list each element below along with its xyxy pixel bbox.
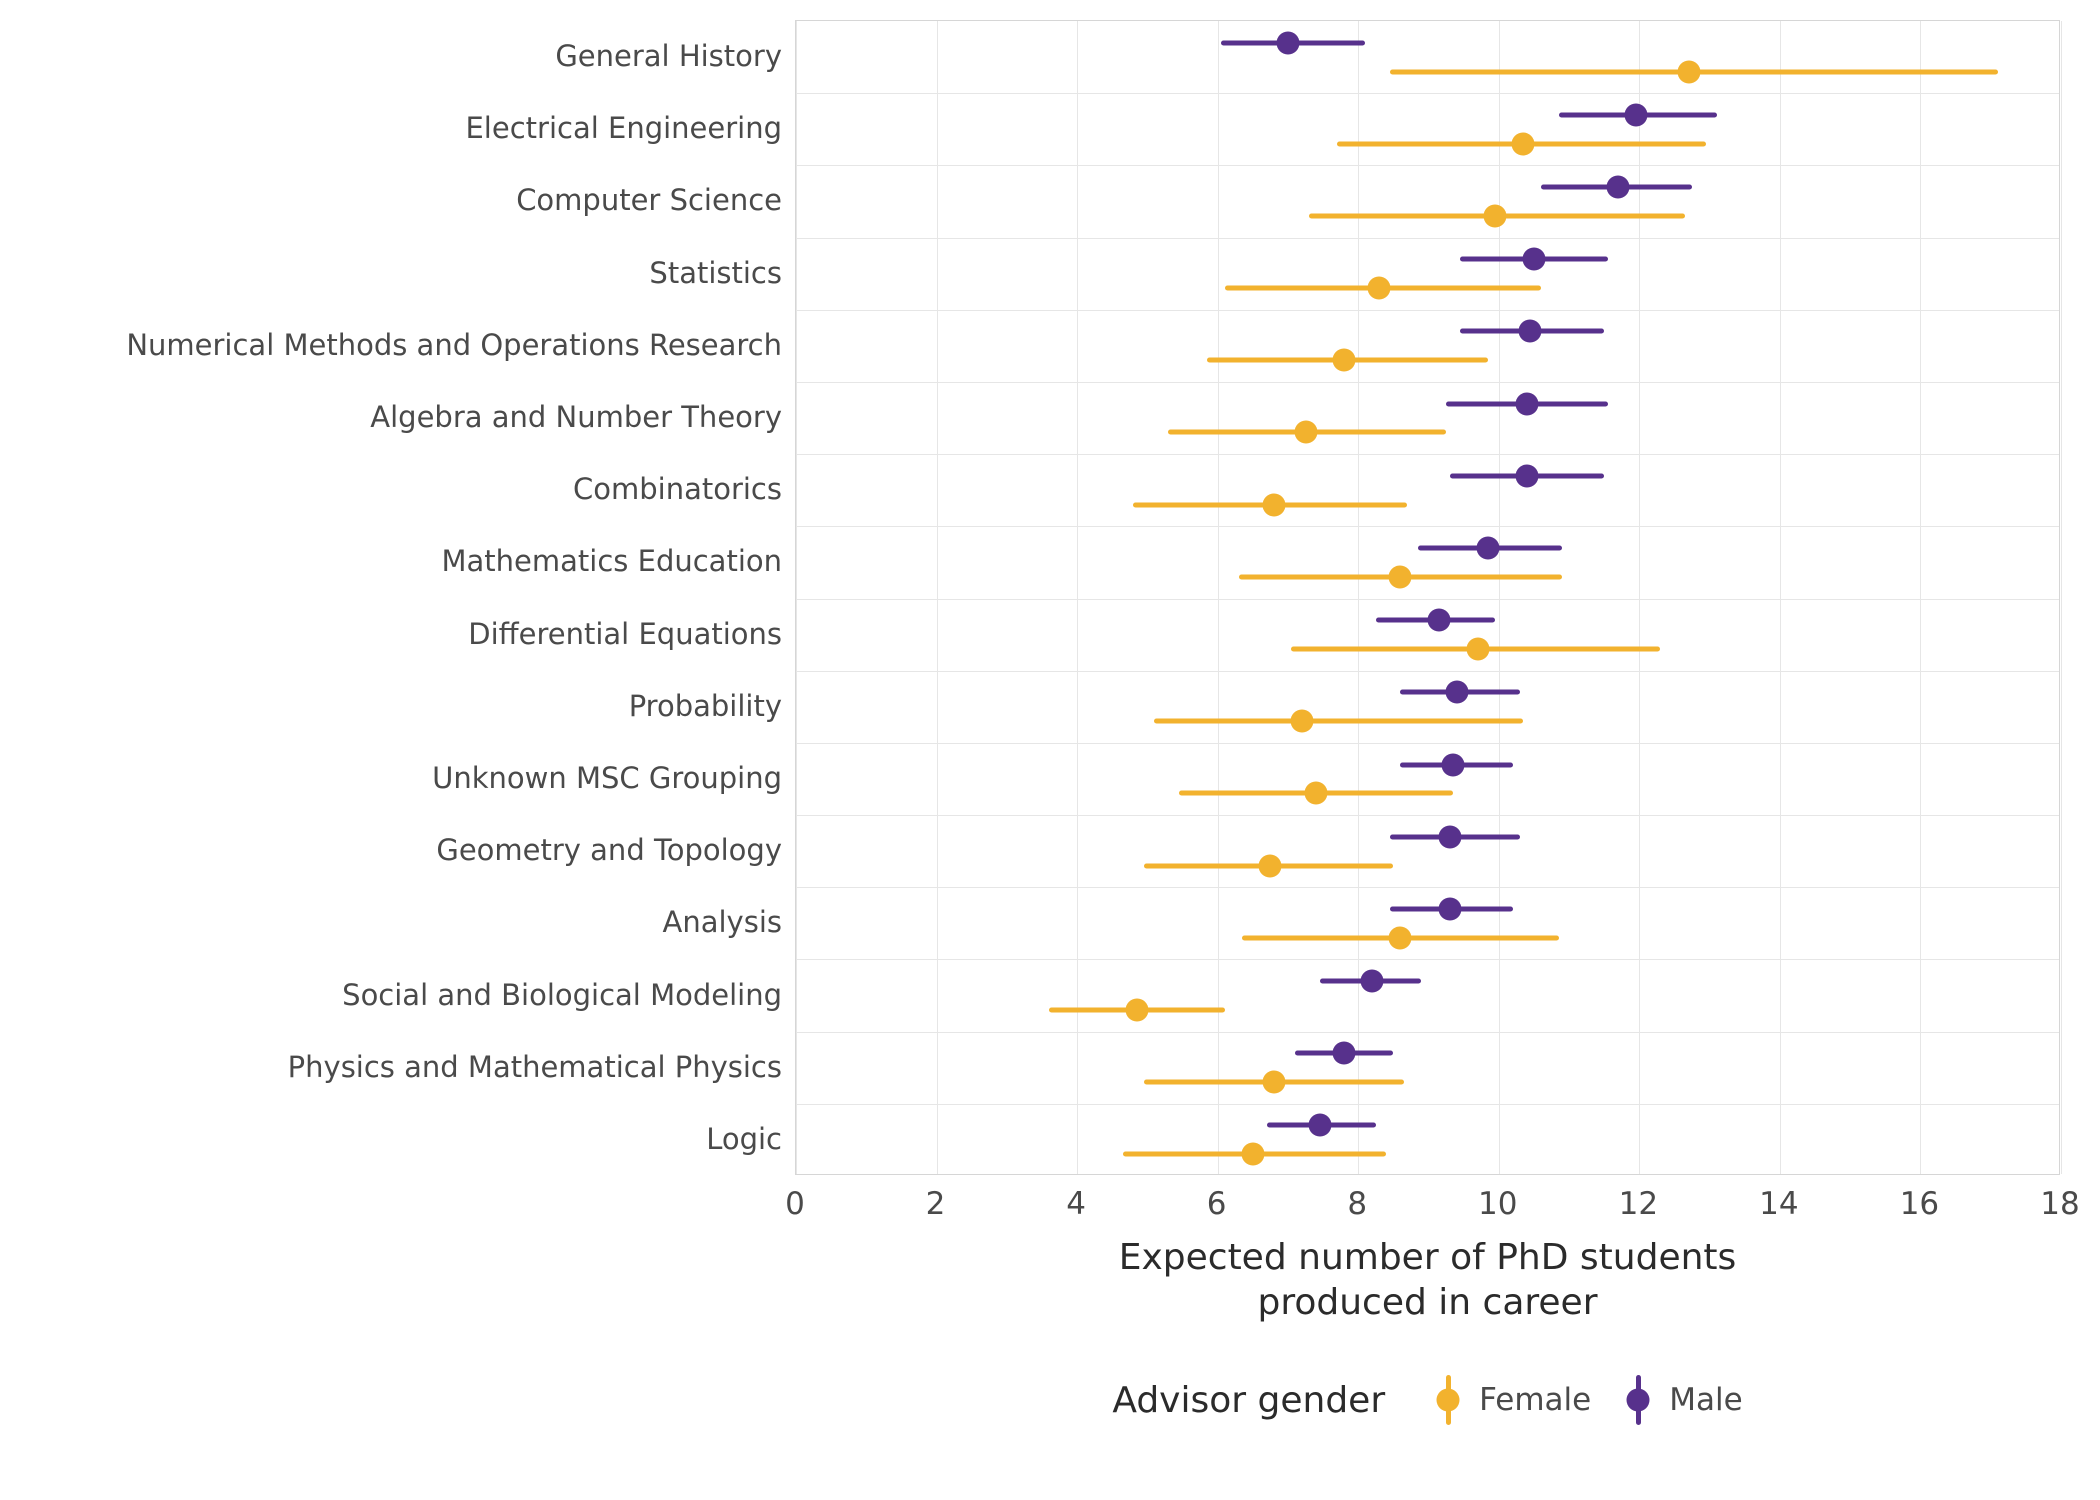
gridline-horizontal: [796, 93, 2059, 94]
gridline-horizontal: [796, 599, 2059, 600]
estimate-point: [1259, 854, 1282, 877]
estimate-point: [1333, 1042, 1356, 1065]
gridline-horizontal: [796, 743, 2059, 744]
gridline-vertical: [1358, 21, 1359, 1174]
x-tick-label: 0: [785, 1186, 805, 1222]
x-axis-title-line1: Expected number of PhD students: [1118, 1237, 1737, 1278]
category-label: Computer Science: [516, 183, 782, 218]
category-label: Analysis: [662, 905, 782, 940]
legend-label-female: Female: [1479, 1382, 1592, 1418]
x-tick-label: 6: [1206, 1186, 1227, 1222]
estimate-point: [1512, 132, 1535, 155]
gridline-horizontal: [796, 526, 2059, 527]
estimate-point: [1294, 421, 1317, 444]
category-label: Statistics: [649, 255, 782, 290]
gridline-horizontal: [796, 165, 2059, 166]
estimate-point: [1607, 176, 1630, 199]
estimate-point: [1445, 681, 1468, 704]
gridline-horizontal: [796, 454, 2059, 455]
plot-area: [795, 20, 2060, 1175]
category-label: Physics and Mathematical Physics: [287, 1049, 782, 1084]
estimate-point: [1438, 897, 1461, 920]
estimate-point: [1262, 1071, 1285, 1094]
estimate-point: [1515, 464, 1538, 487]
estimate-point: [1522, 248, 1545, 271]
gridline-vertical: [937, 21, 938, 1174]
x-tick-label: 16: [1899, 1186, 1940, 1222]
estimate-point: [1428, 609, 1451, 632]
estimate-point: [1677, 60, 1700, 83]
gridline-horizontal: [796, 815, 2059, 816]
gridline-vertical: [1639, 21, 1640, 1174]
estimate-point: [1125, 998, 1148, 1021]
estimate-point: [1484, 204, 1507, 227]
legend-item-female[interactable]: [1435, 1371, 1591, 1429]
gridline-vertical: [796, 21, 797, 1174]
legend-key-female-icon: [1435, 1371, 1461, 1429]
x-axis-title: [795, 1235, 2060, 1325]
estimate-point: [1305, 782, 1328, 805]
gridline-vertical: [1920, 21, 1921, 1174]
legend: [795, 1370, 2060, 1430]
estimate-point: [1466, 638, 1489, 661]
legend-key-male-icon: [1625, 1371, 1651, 1429]
gridline-horizontal: [796, 1104, 2059, 1105]
x-tick-label: 14: [1759, 1186, 1799, 1222]
estimate-point: [1291, 710, 1314, 733]
gridline-horizontal: [796, 671, 2059, 672]
x-tick-label: 8: [1347, 1186, 1368, 1222]
category-label: Algebra and Number Theory: [370, 400, 782, 435]
category-label: Logic: [706, 1121, 782, 1156]
estimate-point: [1438, 825, 1461, 848]
category-label: Probability: [628, 688, 782, 723]
estimate-point: [1308, 1114, 1331, 1137]
estimate-point: [1477, 536, 1500, 559]
x-tick-label: 2: [925, 1186, 946, 1222]
legend-label-male: Male: [1669, 1382, 1743, 1418]
confidence-interval-bar: [1154, 719, 1523, 724]
legend-title: Advisor gender: [1112, 1379, 1386, 1421]
estimate-point: [1519, 320, 1542, 343]
estimate-point: [1368, 277, 1391, 300]
gridline-vertical: [1499, 21, 1500, 1174]
category-label: General History: [555, 39, 782, 74]
x-tick-label: 10: [1478, 1186, 1518, 1222]
estimate-point: [1389, 926, 1412, 949]
estimate-point: [1333, 349, 1356, 372]
category-label: Differential Equations: [468, 616, 782, 651]
estimate-point: [1515, 392, 1538, 415]
category-label: Unknown MSC Grouping: [432, 760, 782, 795]
gridline-horizontal: [796, 238, 2059, 239]
gridline-horizontal: [796, 310, 2059, 311]
gridline-horizontal: [796, 1032, 2059, 1033]
estimate-point: [1361, 970, 1384, 993]
legend-item-male[interactable]: [1625, 1371, 1742, 1429]
gridline-vertical: [1218, 21, 1219, 1174]
gridline-horizontal: [796, 887, 2059, 888]
category-label: Combinatorics: [572, 472, 782, 507]
category-label: Mathematics Education: [441, 544, 782, 579]
gridline-vertical: [2061, 21, 2062, 1174]
category-label: Electrical Engineering: [465, 111, 782, 146]
estimate-point: [1276, 31, 1299, 54]
x-tick-label: 12: [1618, 1186, 1659, 1222]
x-tick-label: 18: [2040, 1186, 2080, 1222]
gridline-vertical: [1780, 21, 1781, 1174]
category-label: Numerical Methods and Operations Research: [126, 327, 782, 362]
estimate-point: [1241, 1143, 1264, 1166]
estimate-point: [1389, 565, 1412, 588]
estimate-point: [1262, 493, 1285, 516]
estimate-point: [1442, 753, 1465, 776]
gridline-horizontal: [796, 959, 2059, 960]
category-label: Social and Biological Modeling: [342, 977, 782, 1012]
x-axis-title-line2: produced in career: [1257, 1282, 1598, 1323]
category-label: Geometry and Topology: [436, 833, 782, 868]
gridline-vertical: [1077, 21, 1078, 1174]
x-tick-label: 4: [1066, 1186, 1086, 1222]
estimate-point: [1624, 103, 1647, 126]
gridline-horizontal: [796, 382, 2059, 383]
